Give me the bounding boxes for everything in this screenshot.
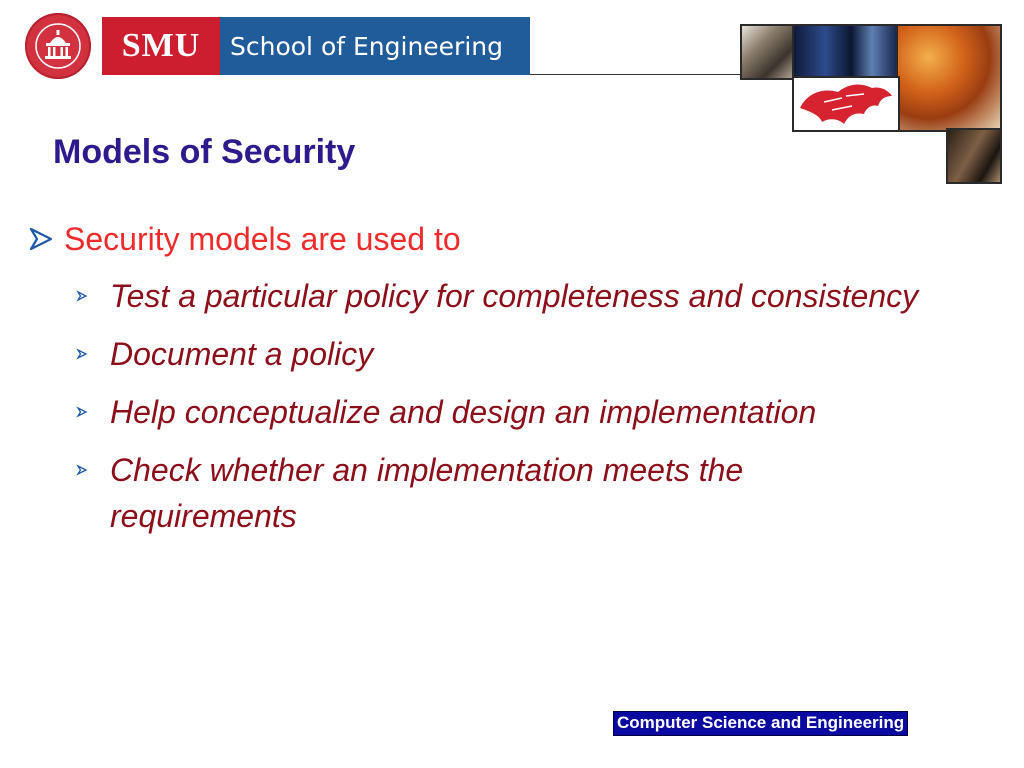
school-name: School of Engineering bbox=[220, 17, 530, 75]
sub-bullet bbox=[76, 389, 956, 435]
portrait-photo bbox=[740, 24, 796, 80]
footer-department-label: Computer Science and Engineering bbox=[613, 711, 908, 736]
small-arrow-bullet-icon bbox=[76, 389, 110, 435]
school-logo-banner bbox=[102, 17, 530, 75]
slide-title: Models of Security bbox=[53, 133, 356, 171]
sub-bullet-list bbox=[76, 273, 956, 551]
mustang-icon bbox=[794, 78, 898, 130]
sub-bullet-text: Check whether an implementation meets the requirements bbox=[110, 452, 744, 534]
main-bullet bbox=[28, 219, 461, 259]
small-arrow-bullet-icon bbox=[76, 273, 110, 319]
server-room-photo bbox=[792, 24, 900, 80]
sub-bullet-text: Help conceptualize and design an implementation bbox=[110, 394, 817, 430]
sub-bullet bbox=[76, 331, 956, 377]
sub-bullet-text: Test a particular policy for completeness and consistency bbox=[110, 278, 919, 314]
mustang-logo-icon bbox=[792, 76, 900, 132]
small-arrow-bullet-icon bbox=[76, 331, 110, 377]
arrow-bullet-icon bbox=[28, 219, 64, 259]
sub-bullet bbox=[76, 447, 956, 539]
university-seal-icon bbox=[25, 13, 91, 79]
small-arrow-bullet-icon bbox=[76, 447, 110, 493]
sub-bullet-text: Document a policy bbox=[110, 336, 374, 372]
main-bullet-text: Security models are used to bbox=[64, 221, 461, 257]
classroom-photo bbox=[946, 128, 1002, 184]
dome-building-icon bbox=[33, 21, 83, 71]
header-divider bbox=[530, 74, 742, 75]
sub-bullet bbox=[76, 273, 956, 319]
autumn-building-photo bbox=[896, 24, 1002, 132]
smu-wordmark: SMU bbox=[102, 17, 220, 75]
